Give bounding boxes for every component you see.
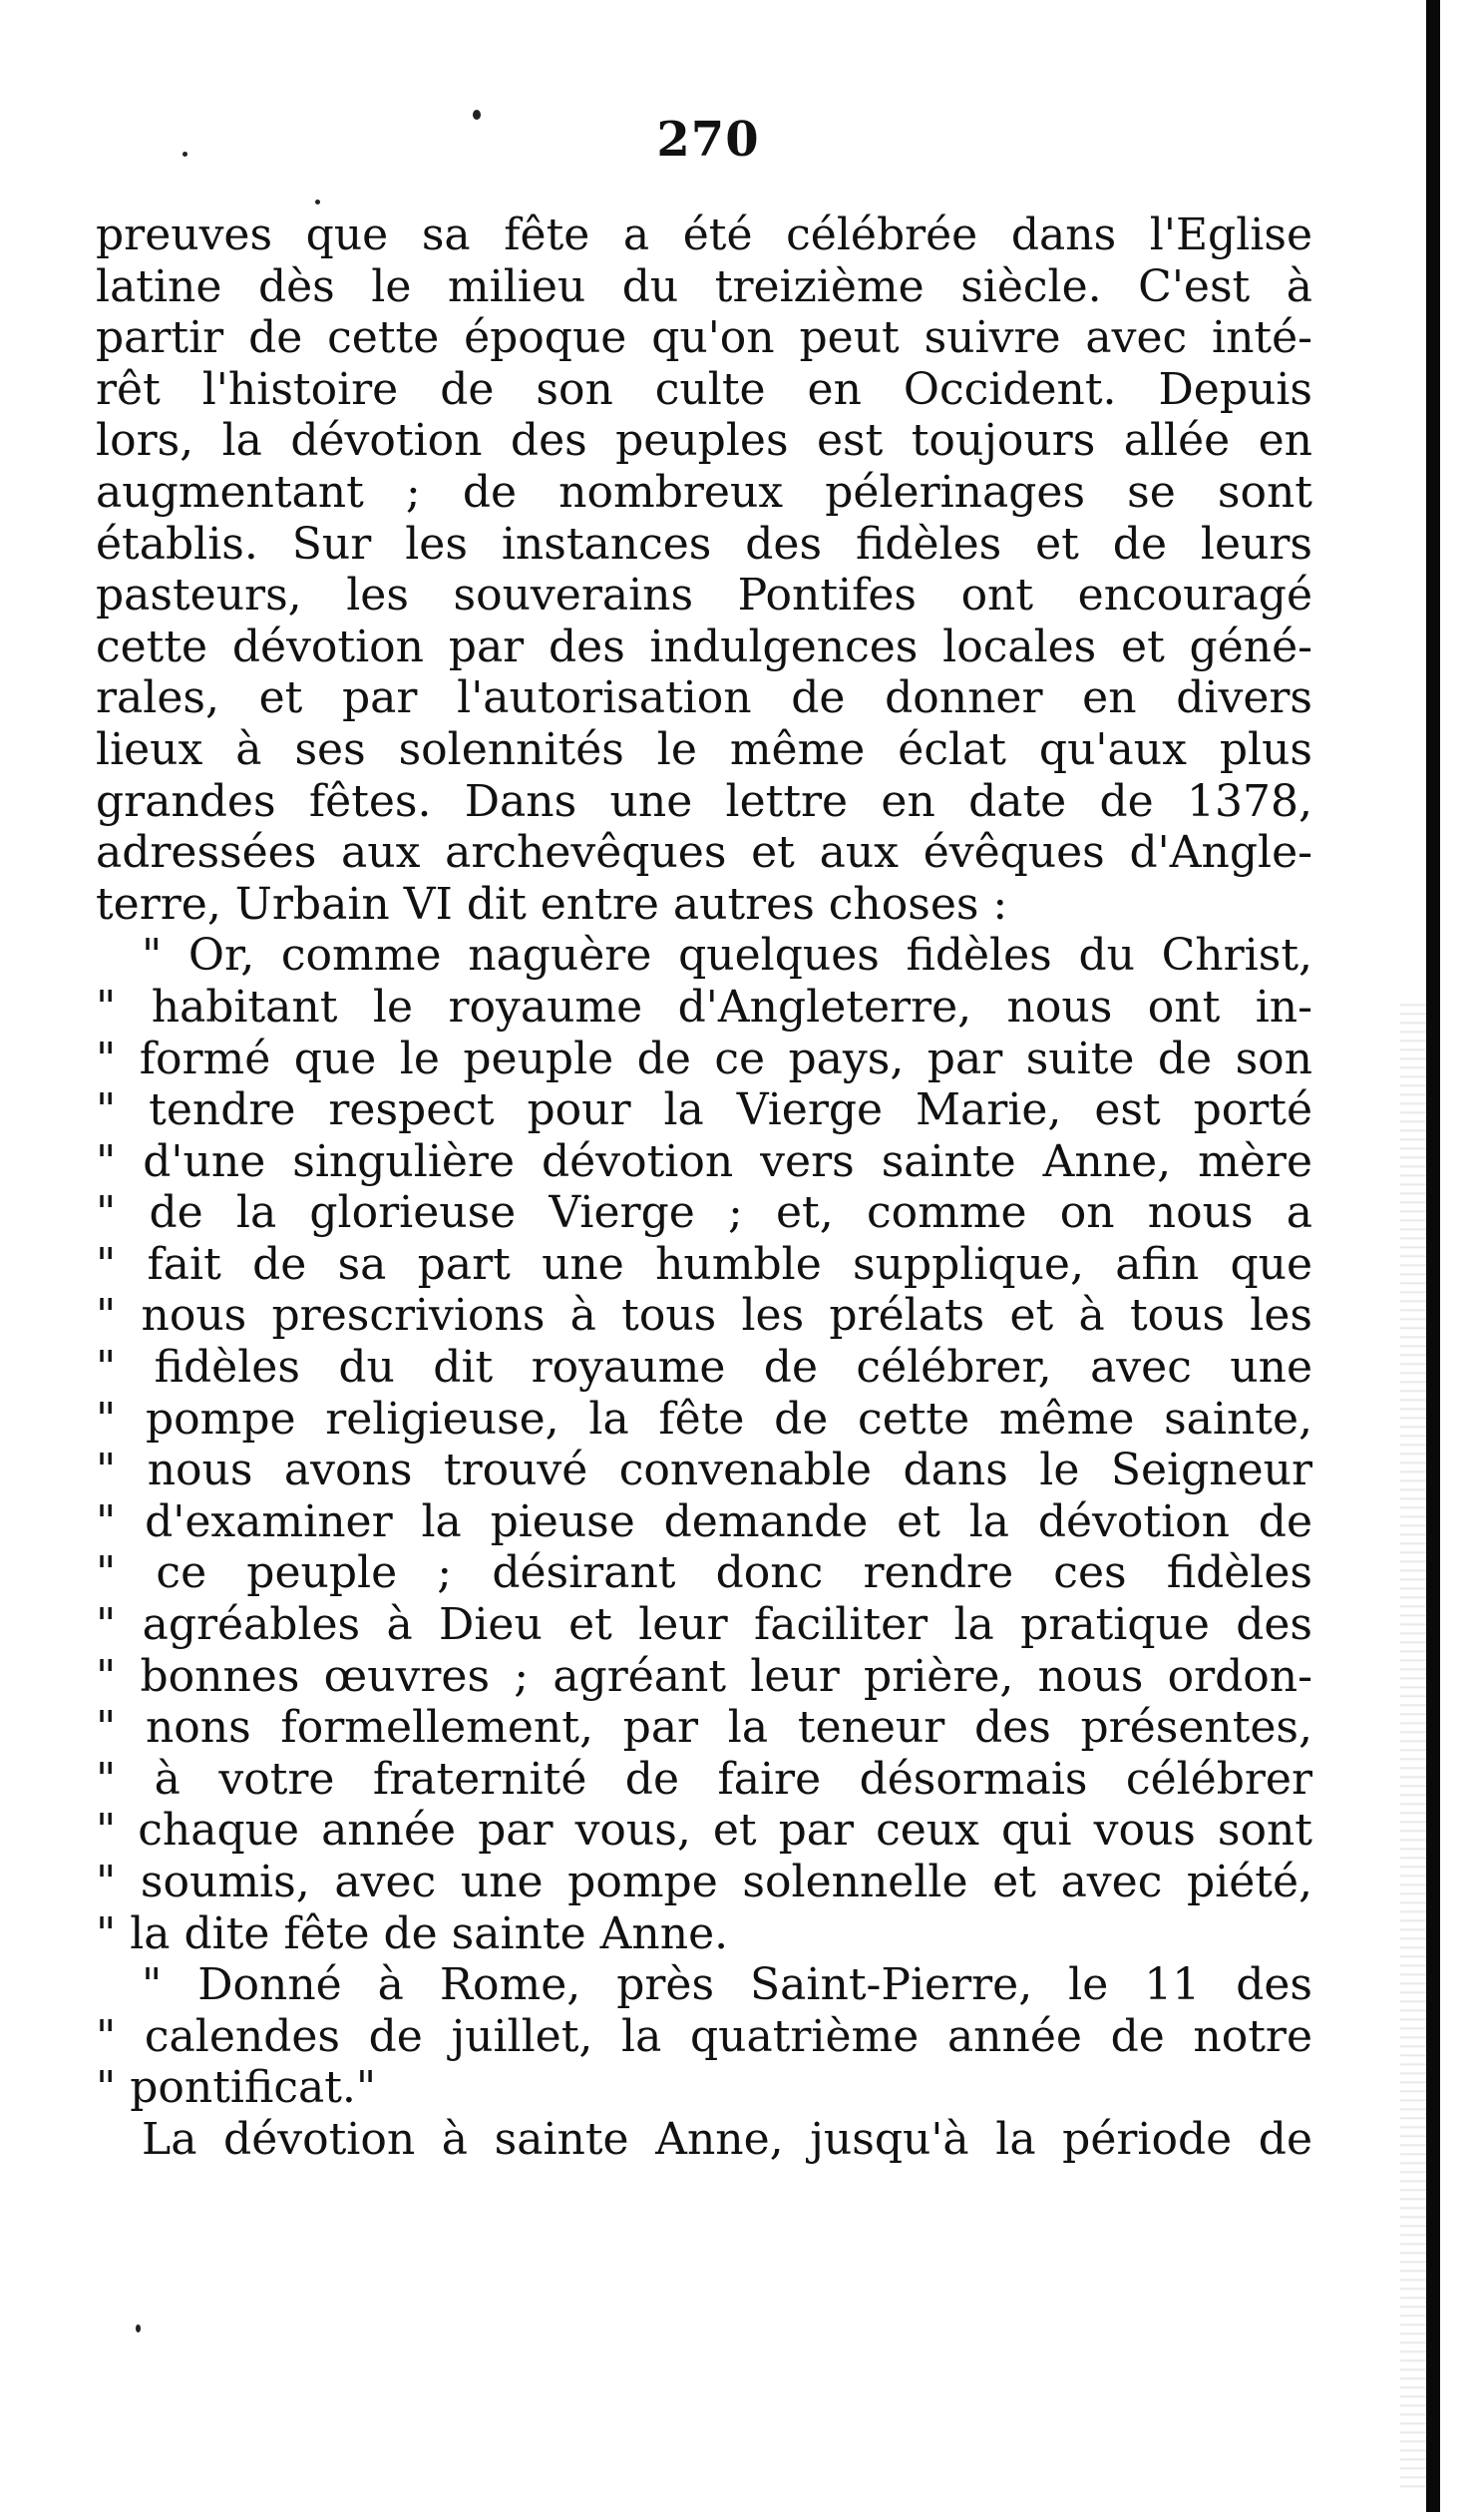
page-number: 270 bbox=[656, 112, 760, 168]
quote-line: " de la glorieuse Vierge ; et, comme on nous a bbox=[96, 1187, 1312, 1239]
quote-line: " d'une singulière dévotion vers sainte Anne, mère bbox=[96, 1135, 1312, 1187]
quote-line: " formé que le peuple de ce pays, par suite de son bbox=[96, 1033, 1312, 1084]
text-line: lieux à ses solennités le même éclat qu'aux plus bbox=[96, 723, 1312, 775]
text-line: La dévotion à sainte Anne, jusqu'à la période de bbox=[142, 2113, 1312, 2165]
quote-line: " pompe religieuse, la fête de cette même sainte, bbox=[96, 1393, 1312, 1445]
quote-line: " Donné à Rome, près Saint-Pierre, le 11 des bbox=[142, 1959, 1312, 2011]
binding-edge-rule bbox=[1426, 0, 1440, 2512]
quote-line: " agréables à Dieu et leur faciliter la pratique des bbox=[96, 1599, 1312, 1651]
quote-line: " Or, comme naguère quelques fidèles du Christ, bbox=[142, 930, 1312, 982]
quote-line: " nons formellement, par la teneur des présentes, bbox=[96, 1702, 1312, 1754]
quote-line: " pontificat." bbox=[96, 2062, 377, 2114]
page-edge-shadow bbox=[1400, 998, 1426, 2494]
text-line: lors, la dévotion des peuples est toujours allée en bbox=[96, 415, 1312, 467]
quote-line: " la dite fête de sainte Anne. bbox=[96, 1907, 729, 1959]
scan-speck bbox=[315, 200, 320, 205]
text-line: grandes fêtes. Dans une lettre en date de 1378, bbox=[96, 775, 1312, 827]
quote-line: " calendes de juillet, la quatrième année de notre bbox=[96, 2010, 1312, 2062]
quote-line: " ce peuple ; désirant donc rendre ces fidèles bbox=[96, 1547, 1312, 1599]
text-line: latine dès le milieu du treizième siècle. C'est à bbox=[96, 260, 1312, 312]
text-line: augmentant ; de nombreux pélerinages se sont bbox=[96, 466, 1312, 518]
quote-line: " bonnes œuvres ; agréant leur prière, nous ordon- bbox=[96, 1650, 1312, 1702]
scan-speck bbox=[136, 2324, 141, 2332]
text-line: preuves que sa fête a été célébrée dans l'Eglise bbox=[96, 209, 1312, 260]
text-line: partir de cette époque qu'on peut suivre avec inté- bbox=[96, 312, 1312, 364]
text-line: terre, Urbain VI dit entre autres choses : bbox=[96, 878, 1008, 930]
quote-line: " d'examiner la pieuse demande et la dévotion de bbox=[96, 1495, 1312, 1547]
text-line: rêt l'histoire de son culte en Occident. Depuis bbox=[96, 363, 1312, 415]
quote-line: " soumis, avec une pompe solennelle et avec piété, bbox=[96, 1857, 1312, 1907]
quote-line: " nous avons trouvé convenable dans le Seigneur bbox=[96, 1445, 1312, 1496]
quote-line: " habitant le royaume d'Angleterre, nous ont in- bbox=[96, 981, 1312, 1033]
quote-line: " fidèles du dit royaume de célébrer, avec une bbox=[96, 1342, 1312, 1394]
quote-line: " chaque année par vous, et par ceux qui vous sont bbox=[96, 1805, 1312, 1857]
body-text bbox=[96, 209, 1312, 2166]
quote-line: " à votre fraternité de faire désormais célébrer bbox=[96, 1753, 1312, 1805]
text-line: adressées aux archevêques et aux évêques d'Angle- bbox=[96, 827, 1312, 879]
quote-line: " tendre respect pour la Vierge Marie, est porté bbox=[96, 1084, 1312, 1136]
text-line: rales, et par l'autorisation de donner en divers bbox=[96, 672, 1312, 724]
text-line: pasteurs, les souverains Pontifes ont encouragé bbox=[96, 570, 1312, 622]
quote-line: " nous prescrivions à tous les prélats et à tous les bbox=[96, 1290, 1312, 1342]
quote-line: " fait de sa part une humble supplique, afin que bbox=[96, 1238, 1312, 1290]
text-line: cette dévotion par des indulgences locales et géné- bbox=[96, 621, 1312, 672]
text-line: établis. Sur les instances des fidèles et de leurs bbox=[96, 518, 1312, 570]
